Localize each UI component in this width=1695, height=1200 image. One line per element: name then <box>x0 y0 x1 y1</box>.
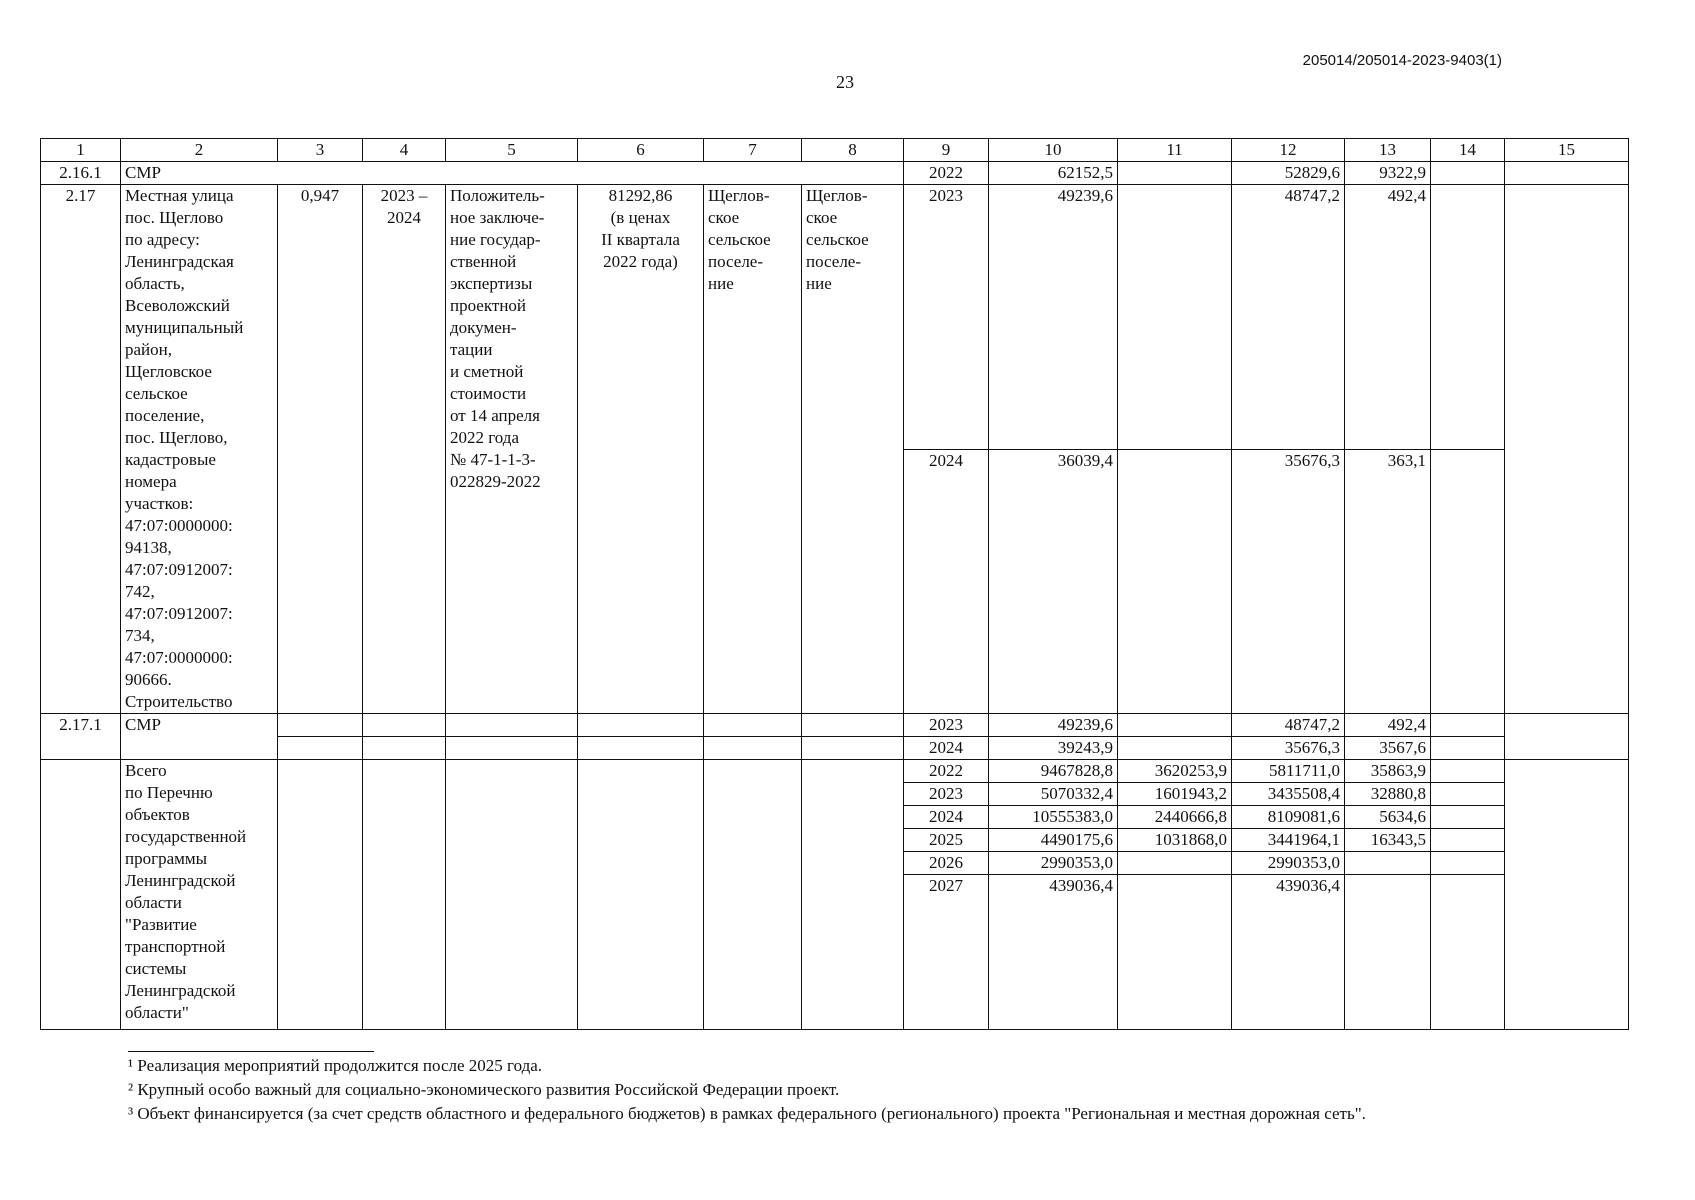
footnote-divider <box>128 1051 374 1052</box>
value-cell: 5811711,0 <box>1232 760 1345 783</box>
empty-cell <box>363 737 446 760</box>
value-cell: 35863,9 <box>1345 760 1431 783</box>
value-cell: 48747,2 <box>1232 714 1345 737</box>
object-description: Местная улица пос. Щеглово по адресу: Ленинградская область, Всеволожский муниципальный район, Щегловское сельское поселение, пос. Щеглово, кадастровые номера участков: 47:07:0000000: 94138, 47:07:0912007: 742, 47:07:0912007: 734, 47:07:0000000: 90666. Строительство <box>121 185 278 714</box>
value-cell: 492,4 <box>1345 714 1431 737</box>
value-cell: 52829,6 <box>1232 162 1345 185</box>
empty-cell <box>1505 760 1629 1030</box>
value-cell: 439036,4 <box>989 875 1118 1030</box>
period-cell: 2023 – 2024 <box>363 185 446 714</box>
value-cell: 32880,8 <box>1345 783 1431 806</box>
value-cell: 1031868,0 <box>1118 829 1232 852</box>
empty-cell <box>1431 737 1505 760</box>
value-cell <box>1345 852 1431 875</box>
value-cell: 48747,2 <box>1232 185 1345 450</box>
total-label: Всего по Перечню объектов государственной программы Ленинградской области "Развитие транспортной системы Ленинградской области" <box>121 760 278 1030</box>
column-header: 13 <box>1345 139 1431 162</box>
empty-cell <box>1431 806 1505 829</box>
value-cell: 492,4 <box>1345 185 1431 450</box>
value-cell: 10555383,0 <box>989 806 1118 829</box>
footnotes <box>128 1054 1366 1126</box>
empty-cell <box>578 760 704 1030</box>
empty-cell <box>41 760 121 1030</box>
empty-cell <box>446 714 578 737</box>
empty-cell <box>1505 162 1629 185</box>
column-header: 1 <box>41 139 121 162</box>
empty-cell <box>446 760 578 1030</box>
value-cell: 3435508,4 <box>1232 783 1345 806</box>
row-name: СМР <box>121 162 904 185</box>
value-cell: 1601943,2 <box>1118 783 1232 806</box>
value-cell: 5070332,4 <box>989 783 1118 806</box>
value-cell: 3620253,9 <box>1118 760 1232 783</box>
footnote: ³ Объект финансируется (за счет средств областного и федерального бюджетов) в рамках федерального (регионального) проекта "Региональная и местная дорожная сеть". <box>128 1104 1366 1123</box>
empty-cell <box>1431 714 1505 737</box>
year-cell: 2027 <box>904 875 989 1030</box>
empty-cell <box>1505 185 1629 714</box>
footnote: ¹ Реализация мероприятий продолжится после 2025 года. <box>128 1056 543 1075</box>
column-header: 3 <box>278 139 363 162</box>
year-cell: 2026 <box>904 852 989 875</box>
document-id: 205014/205014-2023-9403(1) <box>1302 52 1502 69</box>
value-cell: 8109081,6 <box>1232 806 1345 829</box>
empty-cell <box>802 714 904 737</box>
column-header: 10 <box>989 139 1118 162</box>
empty-cell <box>1431 829 1505 852</box>
empty-cell <box>704 760 802 1030</box>
empty-cell <box>278 714 363 737</box>
value-cell: 439036,4 <box>1232 875 1345 1030</box>
table-row <box>41 714 1629 737</box>
objects-table <box>40 138 1629 1030</box>
value-cell: 36039,4 <box>989 449 1118 714</box>
capacity-cell: 0,947 <box>278 185 363 714</box>
value-cell: 5634,6 <box>1345 806 1431 829</box>
empty-cell <box>704 737 802 760</box>
value-cell <box>1345 875 1431 1030</box>
empty-cell <box>363 760 446 1030</box>
row-number: 2.17 <box>41 185 121 714</box>
row-number: 2.16.1 <box>41 162 121 185</box>
column-header: 8 <box>802 139 904 162</box>
value-cell: 3567,6 <box>1345 737 1431 760</box>
empty-cell <box>1431 852 1505 875</box>
value-cell <box>1118 737 1232 760</box>
row-number: 2.17.1 <box>41 714 121 760</box>
value-cell <box>1118 162 1232 185</box>
empty-cell <box>578 714 704 737</box>
year-cell: 2022 <box>904 162 989 185</box>
owner-cell: Щеглов- ское сельское поселе- ние <box>802 185 904 714</box>
empty-cell <box>1431 449 1505 714</box>
year-cell: 2023 <box>904 185 989 450</box>
empty-cell <box>1431 185 1505 450</box>
value-cell <box>1118 852 1232 875</box>
empty-cell <box>1431 760 1505 783</box>
cost-cell: 81292,86 (в ценах II квартала 2022 года) <box>578 185 704 714</box>
empty-cell <box>704 714 802 737</box>
empty-cell <box>278 737 363 760</box>
empty-cell <box>1505 714 1629 760</box>
value-cell <box>1118 875 1232 1030</box>
column-header: 4 <box>363 139 446 162</box>
value-cell: 9467828,8 <box>989 760 1118 783</box>
empty-cell <box>1431 162 1505 185</box>
column-header: 12 <box>1232 139 1345 162</box>
row-name: СМР <box>121 714 278 760</box>
year-cell: 2024 <box>904 806 989 829</box>
empty-cell <box>278 760 363 1030</box>
column-header: 15 <box>1505 139 1629 162</box>
value-cell: 4490175,6 <box>989 829 1118 852</box>
value-cell: 2990353,0 <box>989 852 1118 875</box>
column-header: 2 <box>121 139 278 162</box>
expertise-cell: Положитель- ное заключе- ние государ- ственной экспертизы проектной докумен- тации и сметной стоимости от 14 апреля 2022 года № 47-1-1-3- 022829-2022 <box>446 185 578 714</box>
customer-cell: Щеглов- ское сельское поселе- ние <box>704 185 802 714</box>
empty-cell <box>578 737 704 760</box>
value-cell: 49239,6 <box>989 714 1118 737</box>
value-cell: 16343,5 <box>1345 829 1431 852</box>
value-cell: 35676,3 <box>1232 449 1345 714</box>
year-cell: 2023 <box>904 783 989 806</box>
table-row <box>41 737 1629 760</box>
column-header: 14 <box>1431 139 1505 162</box>
value-cell: 2990353,0 <box>1232 852 1345 875</box>
footnote: ² Крупный особо важный для социально-экономического развития Российской Федерации проект. <box>128 1080 840 1099</box>
empty-cell <box>802 760 904 1030</box>
column-header: 11 <box>1118 139 1232 162</box>
column-header: 7 <box>704 139 802 162</box>
year-cell: 2025 <box>904 829 989 852</box>
value-cell: 62152,5 <box>989 162 1118 185</box>
value-cell: 39243,9 <box>989 737 1118 760</box>
value-cell <box>1118 449 1232 714</box>
empty-cell <box>1431 875 1505 1030</box>
value-cell: 9322,9 <box>1345 162 1431 185</box>
value-cell: 35676,3 <box>1232 737 1345 760</box>
total-row <box>41 760 1629 783</box>
column-header: 9 <box>904 139 989 162</box>
year-cell: 2024 <box>904 737 989 760</box>
empty-cell <box>802 737 904 760</box>
column-header: 6 <box>578 139 704 162</box>
column-header: 5 <box>446 139 578 162</box>
column-number-row <box>41 139 1629 162</box>
value-cell: 3441964,1 <box>1232 829 1345 852</box>
empty-cell <box>446 737 578 760</box>
value-cell: 363,1 <box>1345 449 1431 714</box>
table-row <box>41 162 1629 185</box>
value-cell: 49239,6 <box>989 185 1118 450</box>
page-number: 23 <box>836 72 854 92</box>
year-cell: 2024 <box>904 449 989 714</box>
year-cell: 2022 <box>904 760 989 783</box>
empty-cell <box>1431 783 1505 806</box>
value-cell: 2440666,8 <box>1118 806 1232 829</box>
year-cell: 2023 <box>904 714 989 737</box>
value-cell <box>1118 185 1232 450</box>
value-cell <box>1118 714 1232 737</box>
table-row <box>41 185 1629 450</box>
empty-cell <box>363 714 446 737</box>
